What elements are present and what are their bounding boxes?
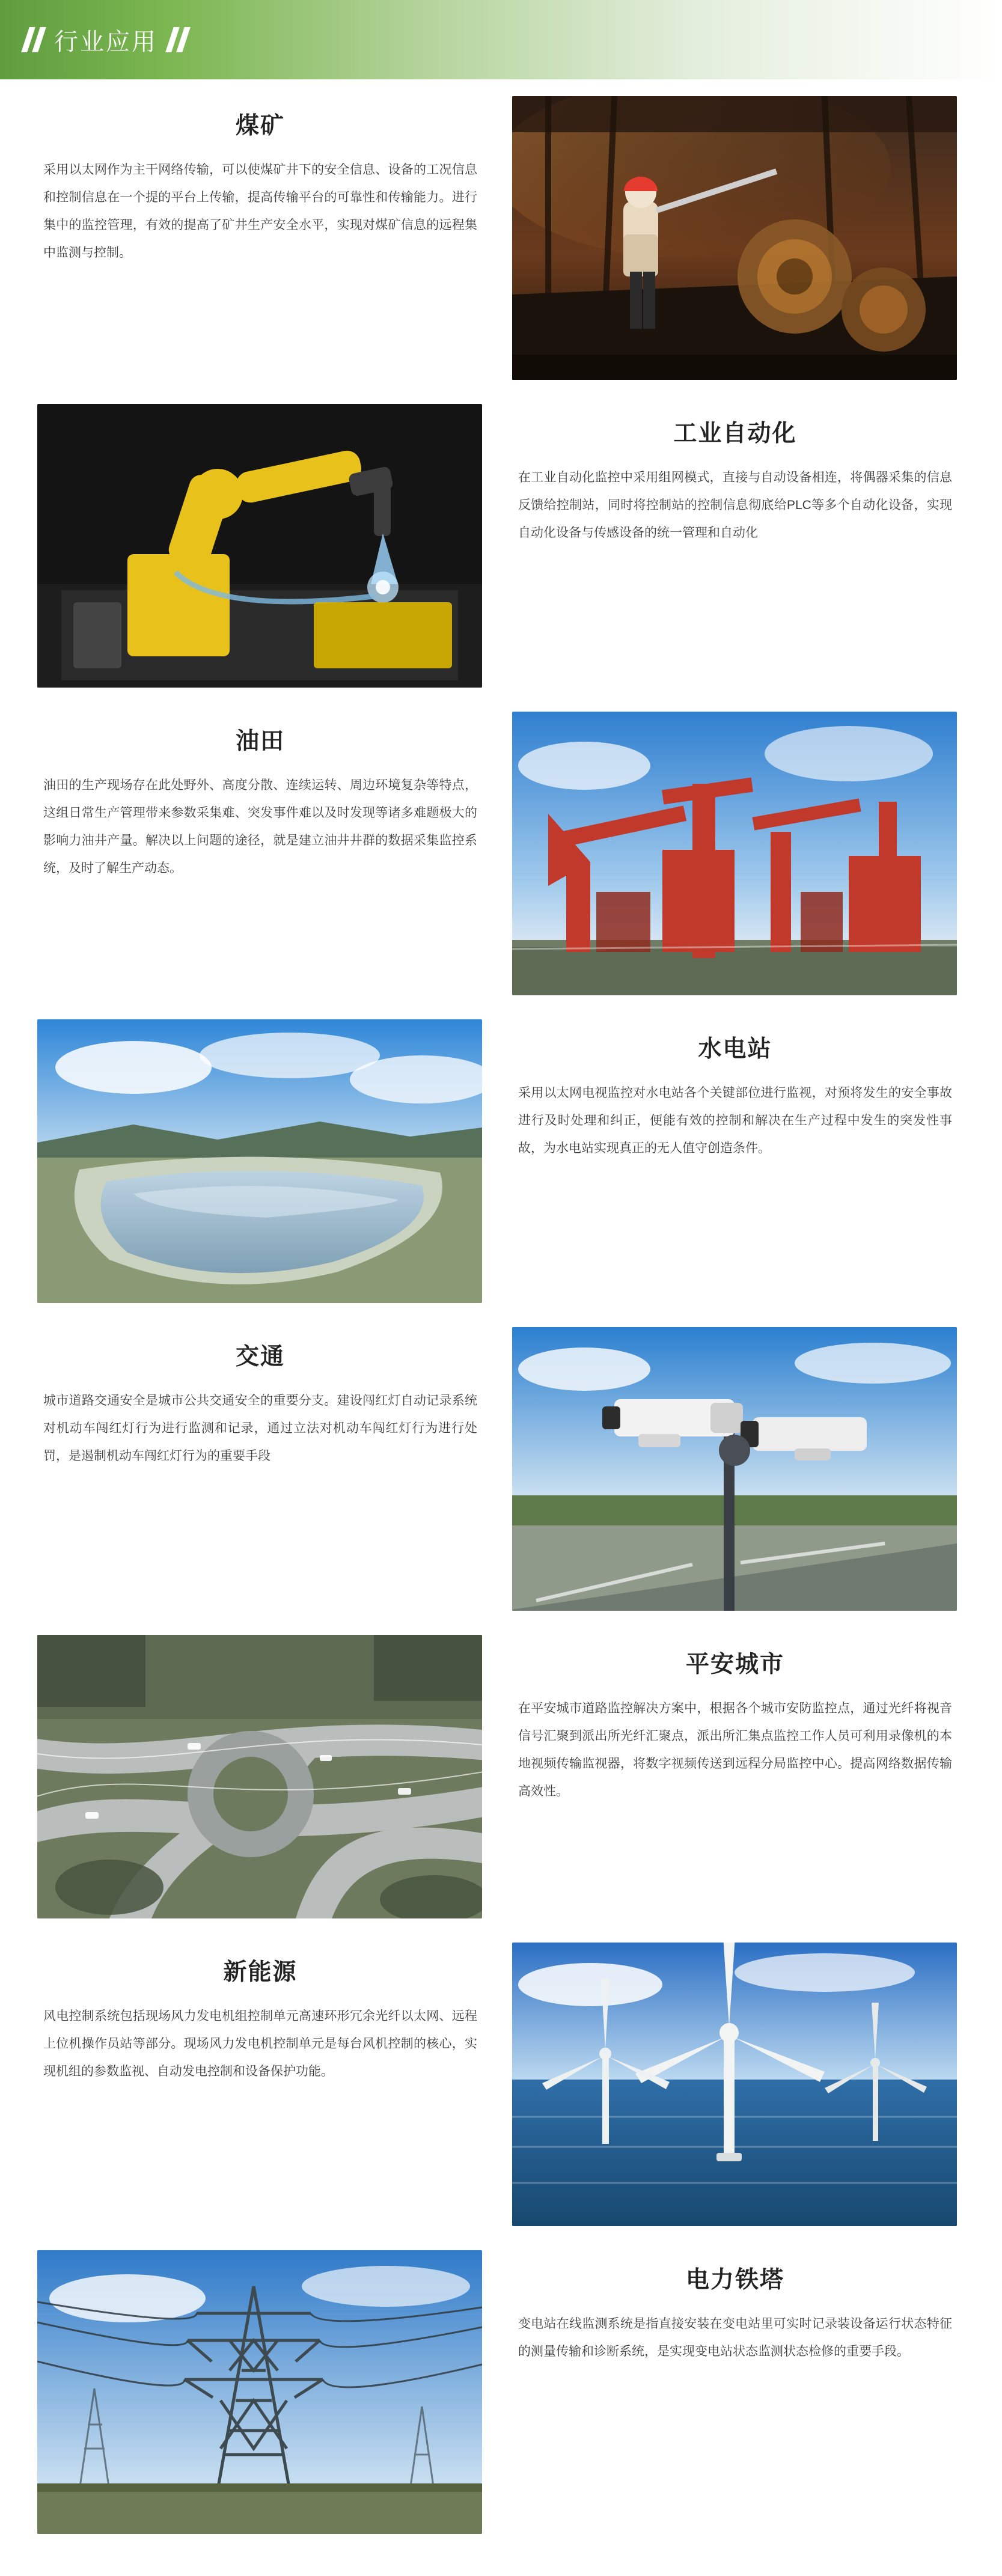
section-text [23,96,498,267]
section-text [498,2250,973,2366]
industrial-automation-photo [37,404,482,688]
section-traffic [0,1327,1002,1611]
section-text [498,404,973,547]
slash-mark-icon [168,27,189,52]
spacer [0,380,1002,404]
spacer [0,2534,1002,2576]
section-oil-field [0,712,1002,995]
section-body: 在平安城市道路监控解决方案中，根据各个城市安防监控点，通过光纤将视音信号汇聚到派出所光纤汇聚点，派出所汇集点监控工作人员可利用录像机的本地视频传输监视器，将数字视频传送到远程分局监控中心。提高网络数据传输高效性。 [518,1702,952,1798]
reservoir-illustration [37,1019,482,1303]
section-body: 变电站在线监测系统是指直接安装在变电站里可实时记录装设备运行状态特征的测量传输和诊断系统，是实现变电站状态监测状态检修的重要手段。 [518,2317,952,2358]
section-image-wrap [498,1327,973,1611]
oil-pumpjack-illustration [512,712,957,995]
section-title: 油田 [235,728,285,754]
section-image-wrap [23,1635,498,1918]
section-image-wrap [498,1943,973,2226]
section-text [23,1943,498,2086]
section-image-wrap [23,404,498,688]
section-body: 在工业自动化监控中采用组网模式，直接与自动设备相连，将偶器采集的信息反馈给控制站，同时将控制站的控制信息彻底给PLC等多个自动化设备，实现自动化设备与传感设备的统一管理和自动化 [518,471,952,540]
section-body: 采用以太网作为主干网络传输，可以使煤矿井下的安全信息、设备的工况信息和控制信息在一个提的平台上传输，提高传输平台的可靠性和传输能力。进行集中的监控管理，有效的提高了矿井生产安全水平，实现对煤矿信息的远程集中监测与控制。 [43,163,477,260]
transmission-tower-illustration [37,2250,482,2534]
offshore-wind-illustration [512,1943,957,2226]
section-title: 新能源 [223,1959,298,1985]
spacer [0,995,1002,1019]
section-new-energy [0,1943,1002,2226]
coal-mine-illustration [512,96,957,380]
wind-farm-photo [512,1943,957,2226]
section-title: 交通 [235,1344,285,1370]
power-tower-photo [37,2250,482,2534]
spacer [0,688,1002,712]
spacer [0,1918,1002,1943]
section-text [23,1327,498,1470]
section-title: 平安城市 [685,1652,784,1677]
spacer [0,2226,1002,2250]
section-body: 风电控制系统包括现场风力发电机组控制单元高速环形冗余光纤以太网、远程上位机操作员站等部分。现场风力发电机控制单元是每台风机控制的核心，实现机组的参数监视、自动发电控制和设备保护功能。 [43,2009,477,2078]
section-text [498,1019,973,1162]
hydropower-station-photo [37,1019,482,1303]
section-title: 水电站 [698,1036,772,1062]
traffic-camera-illustration [512,1327,957,1611]
coal-mine-photo [512,96,957,380]
section-text [498,1635,973,1805]
section-power-tower [0,2250,1002,2534]
section-industrial-automation [0,404,1002,688]
section-image-wrap [498,96,973,380]
section-image-wrap [23,2250,498,2534]
section-text [23,712,498,882]
section-safe-city [0,1635,1002,1918]
traffic-camera-photo [512,1327,957,1611]
section-title: 煤矿 [235,113,285,139]
robot-arm-illustration [37,404,482,688]
slash-mark-icon [24,27,44,52]
section-coal-mine [0,96,1002,380]
section-title: 工业自动化 [673,421,797,447]
section-body: 油田的生产现场存在此处野外、高度分散、连续运转、周边环境复杂等特点，这组日常生产管理带来参数采集难、突发事件难以及时发现等诸多难题极大的影响力油井产量。解决以上问题的途径，就是建立油井井群的数据采集监控系统，及时了解生产动态。 [43,778,477,875]
interchange-aerial-illustration [37,1635,482,1918]
spacer [0,1611,1002,1635]
spacer [0,1303,1002,1327]
page-title: 行业应用 [54,28,157,55]
safe-city-photo [37,1635,482,1918]
page-header [0,0,1002,79]
section-image-wrap [23,1019,498,1303]
oil-field-photo [512,712,957,995]
section-hydropower-station [0,1019,1002,1303]
section-image-wrap [498,712,973,995]
section-title: 电力铁塔 [685,2267,784,2293]
section-body: 采用以太网电视监控对水电站各个关键部位进行监视，对预将发生的安全事故进行及时处理和纠正，便能有效的控制和解决在生产过程中发生的突发性事故，为水电站实现真正的无人值守创造条件。 [518,1086,952,1155]
section-body: 城市道路交通安全是城市公共交通安全的重要分支。建设闯红灯自动记录系统对机动车闯红灯行为进行监测和记录，通过立法对机动车闯红灯行为进行处罚，是遏制机动车闯红灯行为的重要手段 [43,1394,477,1463]
